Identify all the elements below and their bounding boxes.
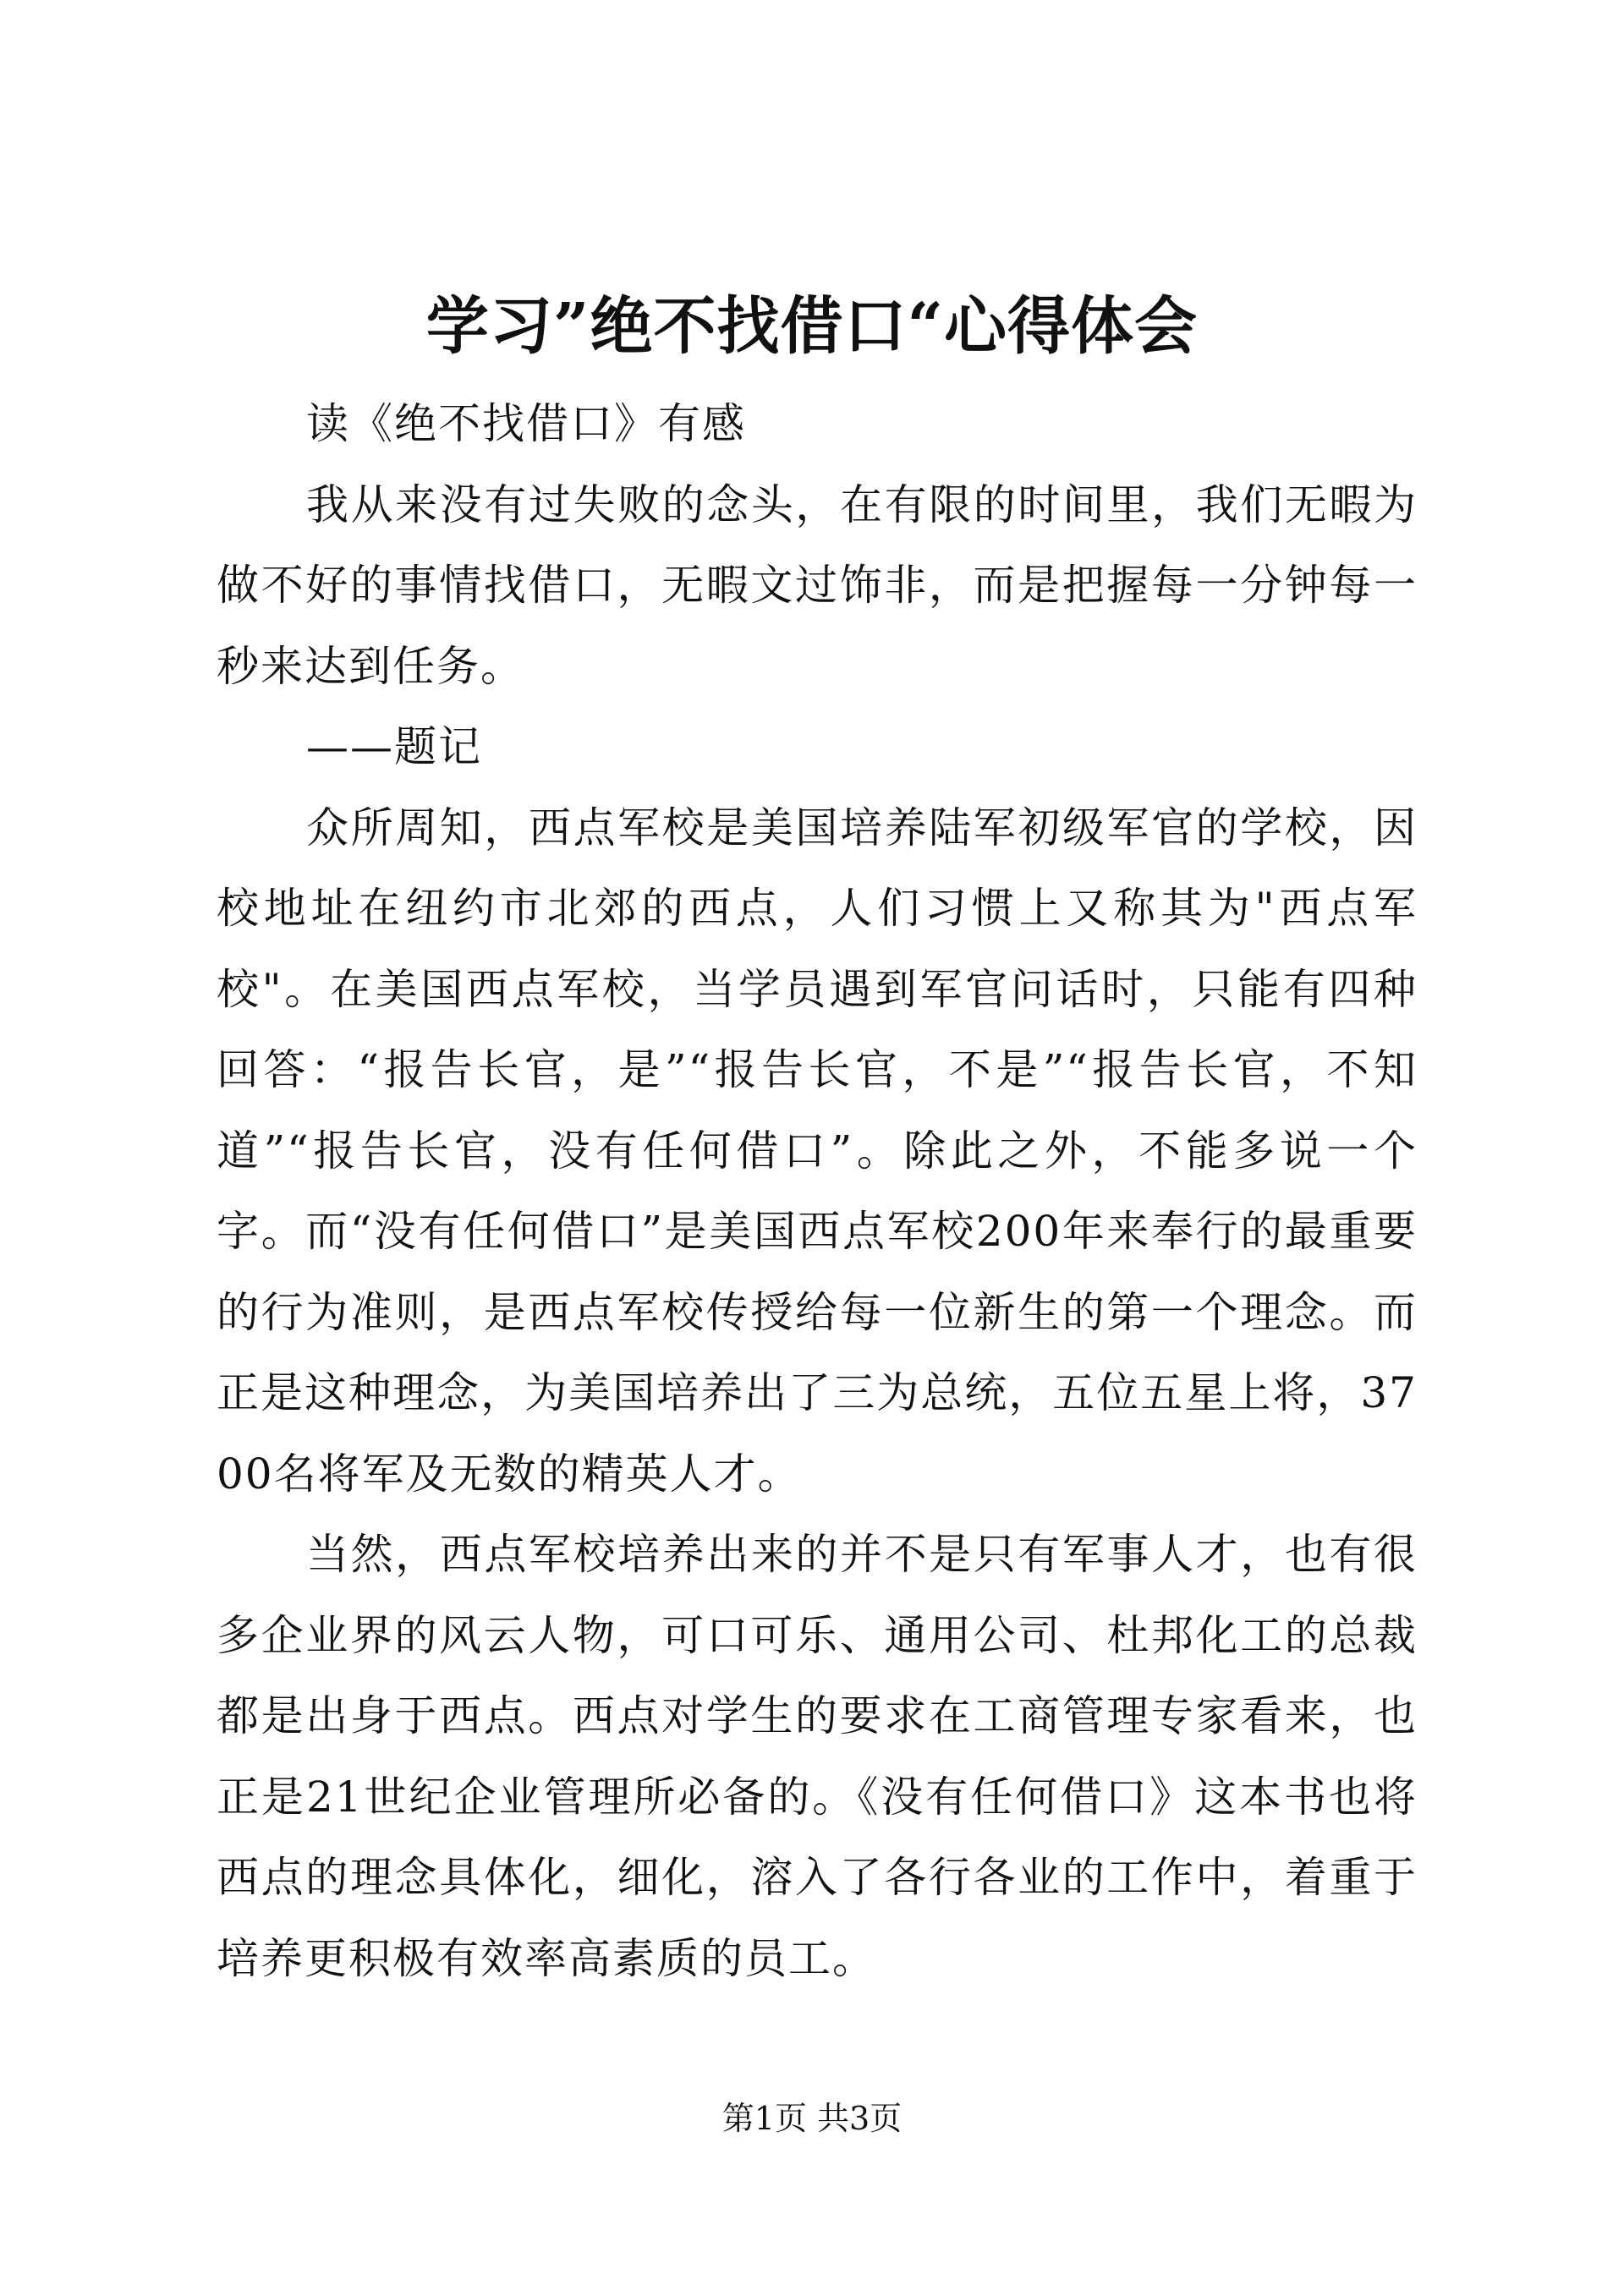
document-body	[217, 384, 1418, 1999]
paragraph-subtitle: 读《绝不找借口》有感	[306, 399, 746, 448]
paragraph-body-1: 众所周知，西点军校是美国培养陆军初级军官的学校，因校地址在纽约市北郊的西点，人们习惯上又称其为"西点军校"。在美国西点军校，当学员遇到军官问话时，只能有四种回答：“报告长官，是”“报告长官，不是”“报告长官，不知道”“报告长官，没有任何借口”。除此之外，不能多说一个字。而“没有任何借口”是美国西点军校200年来奉行的最重要的行为准则，是西点军校传授给每一位新生的第一个理念。而正是这种理念，为美国培养出了三为总统，五位五星上将，3700名将军及无数的精英人才。	[217, 803, 1418, 1499]
document-title: 学习”绝不找借口“心得体会	[425, 290, 1199, 363]
page-footer: 第1页 共3页	[721, 2100, 903, 2137]
paragraph-epigraph: 我从来没有过失败的念头，在有限的时间里，我们无暇为做不好的事情找借口，无暇文过饰非，而是把握每一分钟每一秒来达到任务。	[217, 479, 1418, 691]
paragraph-epigraph-attribution: ——题记	[306, 722, 482, 771]
paragraph-body-2: 当然，西点军校培养出来的并不是只有军事人才，也有很多企业界的风云人物，可口可乐、通用公司、杜邦化工的总裁都是出身于西点。西点对学生的要求在工商管理专家看来，也正是21世纪企业管理所必备的。《没有任何借口》这本书也将西点的理念具体化，细化，溶入了各行各业的工作中，着重于培养更积极有效率高素质的员工。	[217, 1530, 1418, 1983]
